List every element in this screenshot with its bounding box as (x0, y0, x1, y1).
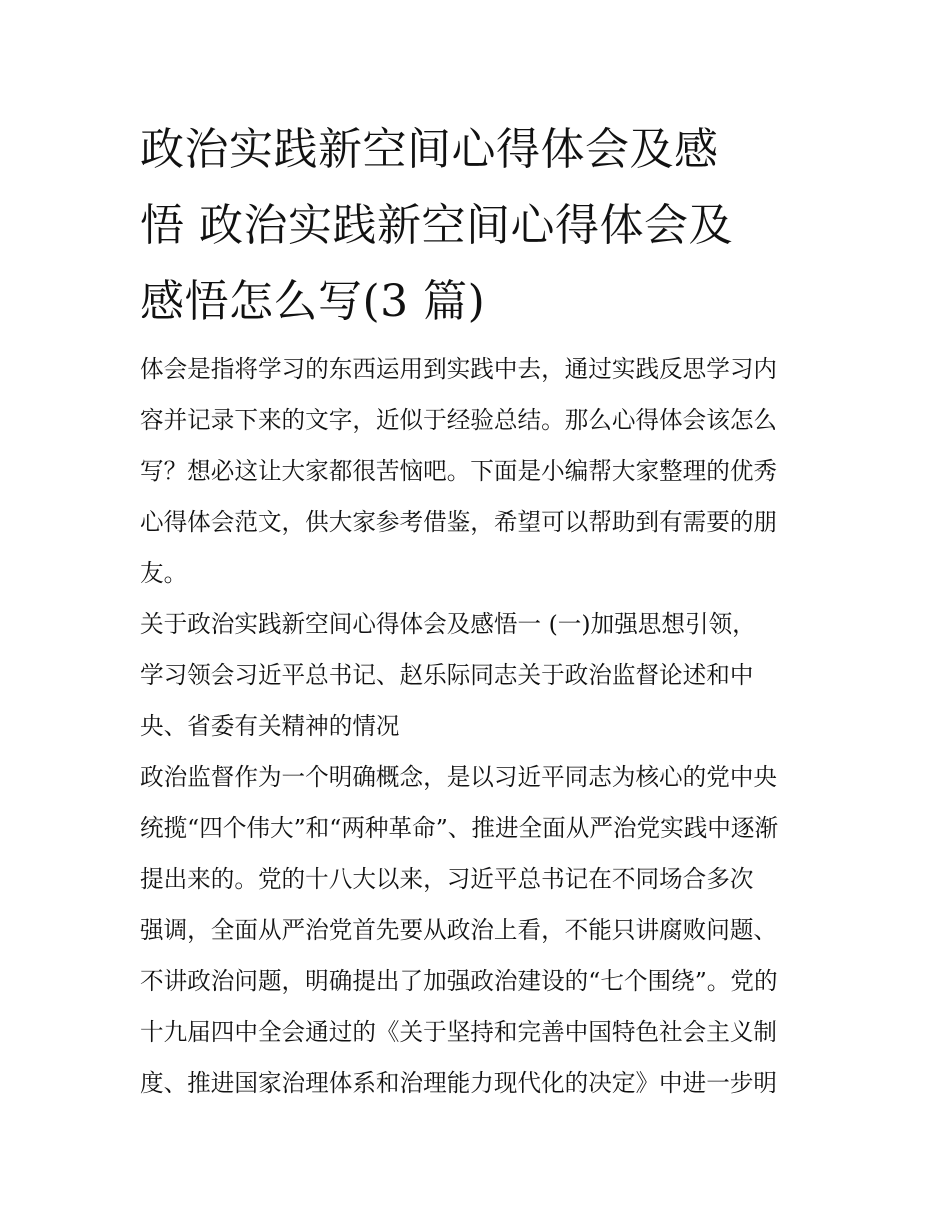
title-line-3: 感悟怎么写(3 篇) (140, 276, 486, 327)
title-line-1: 政治实践新空间心得体会及感 (140, 124, 719, 175)
section-heading-line-2: 学习领会习近平总书记、赵乐际同志关于政治监督论述和中 (140, 661, 754, 689)
intro-line-2: 容并记录下来的文字，近似于经验总结。那么心得体会该怎么 (140, 406, 778, 434)
paragraph-line-5: 不讲政治问题，明确提出了加强政治建设的“七个围绕”。党的 (140, 967, 778, 995)
intro-line-3: 写？想必这让大家都很苦恼吧。下面是小编帮大家整理的优秀 (140, 457, 778, 485)
paragraph-line-2: 统揽“四个伟大”和“两种革命”、推进全面从严治党实践中逐渐 (140, 814, 779, 842)
section-heading-line-3: 央、省委有关精神的情况 (140, 712, 400, 740)
document-page (140, 112, 816, 1109)
paragraph-line-3: 提出来的。党的十八大以来，习近平总书记在不同场合多次 (140, 865, 754, 893)
paragraph-line-1: 政治监督作为一个明确概念，是以习近平同志为核心的党中央 (140, 763, 778, 791)
intro-line-1: 体会是指将学习的东西运用到实践中去，通过实践反思学习内 (140, 355, 778, 383)
paragraph-line-4: 强调，全面从严治党首先要从政治上看，不能只讲腐败问题、 (140, 916, 778, 944)
intro-line-4: 心得体会范文，供大家参考借鉴，希望可以帮助到有需要的朋 (140, 508, 778, 536)
intro-line-5: 友。 (140, 559, 188, 587)
document-body (140, 344, 816, 1109)
section-heading-line-1: 关于政治实践新空间心得体会及感悟一 (一)加强思想引领， (140, 610, 756, 638)
paragraph-line-6: 十九届四中全会通过的《关于坚持和完善中国特色社会主义制 (140, 1018, 778, 1046)
title-line-2: 悟 政治实践新空间心得体会及 (140, 200, 733, 251)
paragraph-line-7: 度、推进国家治理体系和治理能力现代化的决定》中进一步明 (140, 1069, 778, 1097)
document-title (140, 112, 816, 340)
